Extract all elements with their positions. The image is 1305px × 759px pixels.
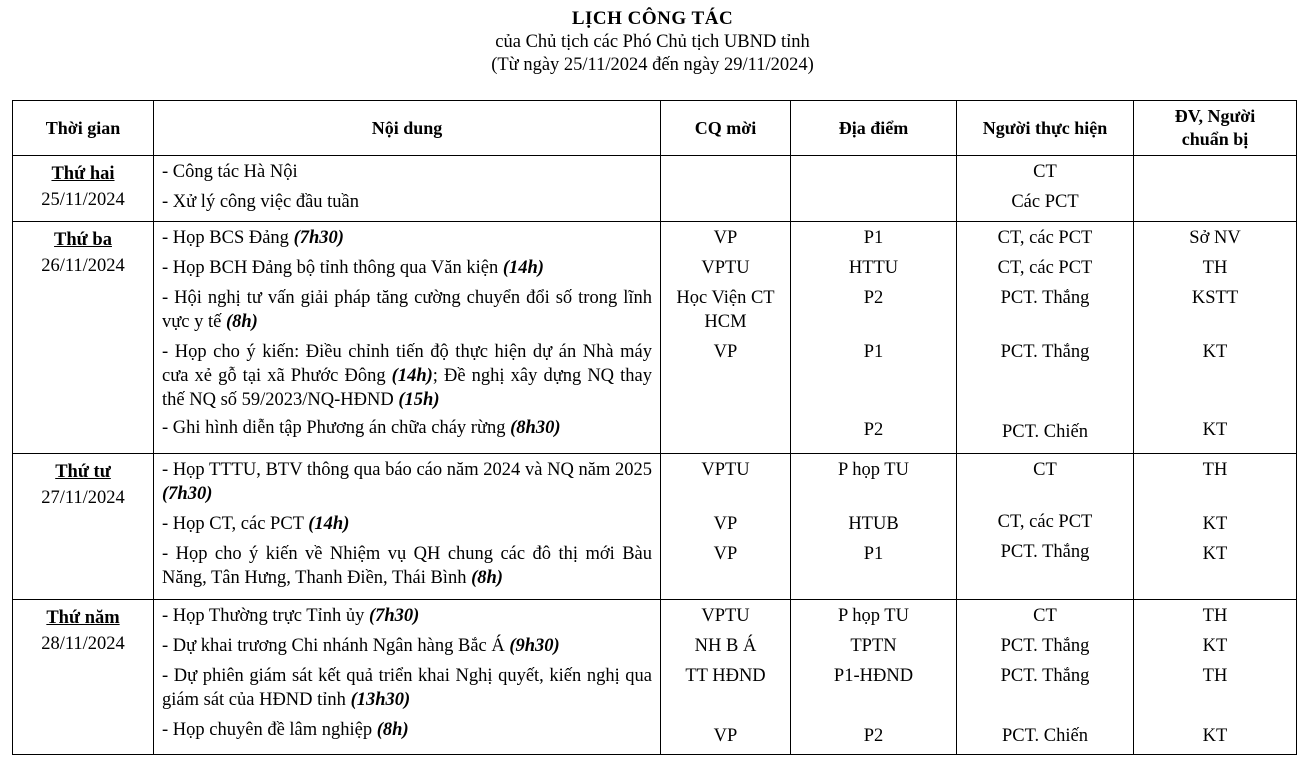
location-value: P họp TU <box>838 460 909 480</box>
performer-value: CT, các PCT <box>997 228 1093 248</box>
inviter-value: VP <box>713 342 738 362</box>
inviter-value: VP <box>713 544 738 564</box>
day-cell <box>13 454 154 600</box>
activity-time: (7h30) <box>368 606 420 626</box>
prep-value: TH <box>1202 460 1228 480</box>
activity-text: - Hội nghị tư vấn giải pháp tăng cường chuyển đổi số trong lĩnh vực y tế <box>162 288 652 332</box>
performer-value: PCT. Thắng <box>1000 636 1090 656</box>
content-cell <box>154 222 661 454</box>
date-range: (Từ ngày 25/11/2024 đến ngày 29/11/2024) <box>491 55 814 75</box>
location-value: P2 <box>863 420 884 440</box>
activity-item <box>162 416 652 440</box>
location-value: P1 <box>863 228 884 248</box>
location-value: P1 <box>863 544 884 564</box>
activity-item <box>162 340 652 412</box>
activity-text: - Họp cho ý kiến về Nhiệm vụ QH chung các đô thị mới Bàu Năng, Tân Hưng, Thanh Điền, Thái Bình <box>162 544 652 588</box>
prep-value: TH <box>1202 258 1228 278</box>
activity-item <box>162 458 652 506</box>
performer-value: CT, các PCT <box>997 258 1093 278</box>
prep-cell <box>1134 600 1297 755</box>
prep-value: Sở NV <box>1189 228 1241 248</box>
content-cell <box>154 454 661 600</box>
document-subtitle: của Chủ tịch các Phó Chủ tịch UBND tỉnh <box>495 32 810 52</box>
activity-time: (13h30) <box>350 690 411 710</box>
column-header-content: Nội dung <box>154 101 661 156</box>
table-header-row <box>13 101 1297 156</box>
activity-time: (14h) <box>308 514 350 534</box>
activity-time: (8h30) <box>510 418 561 438</box>
performer-cell <box>957 222 1134 454</box>
day-name: Thứ năm <box>46 608 120 628</box>
performer-cell <box>957 600 1134 755</box>
performer-value: PCT. Chiến <box>1002 726 1088 746</box>
column-header-location: Địa điểm <box>791 101 957 156</box>
inviter-value: Học Viện CT HCM <box>676 288 775 332</box>
day-date: 25/11/2024 <box>41 190 125 210</box>
performer-value: PCT. Thắng <box>1000 666 1090 686</box>
performer-value: PCT. Chiến <box>1002 422 1088 442</box>
day-cell <box>13 600 154 755</box>
performer-value: Các PCT <box>1011 192 1079 212</box>
column-header-inviter: CQ mời <box>661 101 791 156</box>
performer-cell <box>957 454 1134 600</box>
day-name: Thứ hai <box>51 164 115 184</box>
activity-item <box>162 542 652 590</box>
prep-cell <box>1134 156 1297 222</box>
day-name: Thứ tư <box>55 462 111 482</box>
location-cell <box>791 222 957 454</box>
activity-text: - Họp BCS Đảng <box>162 228 294 248</box>
activity-text: - Dự phiên giám sát kết quả triển khai Nghị quyết, kiến nghị qua giám sát của HĐND tỉnh <box>162 666 652 710</box>
table-row <box>13 222 1297 454</box>
activity-item <box>162 664 652 712</box>
document-header <box>0 0 1305 77</box>
location-value: HTUB <box>848 514 899 534</box>
activity-time: (14h) <box>391 366 433 386</box>
activity-item <box>162 256 652 280</box>
location-value: P2 <box>863 288 884 308</box>
column-header-prep-line1: ĐV, Người <box>1174 106 1256 126</box>
activity-item <box>162 226 652 250</box>
activity-time: (8h) <box>225 312 258 332</box>
inviter-value: VPTU <box>701 258 750 278</box>
activity-text: - Họp Thường trực Tỉnh ủy <box>162 606 369 626</box>
location-cell <box>791 156 957 222</box>
prep-value: KSTT <box>1191 288 1239 308</box>
prep-cell <box>1134 222 1297 454</box>
activity-time: (9h30) <box>509 636 560 656</box>
document-title: LỊCH CÔNG TÁC <box>571 8 734 29</box>
activity-text: - Họp cho ý kiến: Điều chỉnh tiến độ thực hiện dự án Nhà máy cưa xẻ gỗ tại xã Phước Đông <box>162 342 652 386</box>
location-value: P1-HĐND <box>833 666 914 686</box>
activity-text: - Xử lý công việc đầu tuần <box>162 192 360 212</box>
performer-value: PCT. Thắng <box>1000 342 1090 362</box>
column-header-prep-line2: chuẩn bị <box>1181 129 1249 149</box>
column-header-performer: Người thực hiện <box>957 101 1134 156</box>
performer-value: CT <box>1033 460 1057 480</box>
activity-time: (8h) <box>471 568 503 588</box>
performer-value: PCT. Thắng <box>1000 542 1090 562</box>
prep-value: TH <box>1202 666 1228 686</box>
prep-value: KT <box>1202 420 1228 440</box>
activity-text: - Dự khai trương Chi nhánh Ngân hàng Bắc Á <box>162 636 510 656</box>
activity-item <box>162 286 652 334</box>
activity-time: (7h30) <box>293 228 344 248</box>
inviter-cell <box>661 600 791 755</box>
activity-time: (14h) <box>502 258 544 278</box>
location-value: P1 <box>863 342 884 362</box>
inviter-value: VP <box>713 514 738 534</box>
location-cell <box>791 454 957 600</box>
content-cell <box>154 600 661 755</box>
inviter-value: VP <box>713 726 738 746</box>
prep-value: KT <box>1202 544 1228 564</box>
day-date: 28/11/2024 <box>41 634 125 654</box>
performer-value: PCT. Thắng <box>1000 288 1090 308</box>
activity-text: - Công tác Hà Nội <box>162 162 298 182</box>
schedule-table <box>12 100 1297 755</box>
inviter-value: VPTU <box>701 606 750 626</box>
inviter-value: VP <box>713 228 738 248</box>
activity-text: - Họp chuyên đề lâm nghiệp <box>162 720 377 740</box>
table-row <box>13 600 1297 755</box>
inviter-cell <box>661 454 791 600</box>
day-name: Thứ ba <box>54 230 112 250</box>
table-row <box>13 156 1297 222</box>
day-date: 26/11/2024 <box>41 256 125 276</box>
location-value: TPTN <box>850 636 897 656</box>
activity-item <box>162 512 652 536</box>
inviter-value: NH B Á <box>694 636 757 656</box>
inviter-cell <box>661 156 791 222</box>
activity-item <box>162 604 652 628</box>
location-value: P họp TU <box>838 606 909 626</box>
performer-value: CT, các PCT <box>997 512 1093 532</box>
performer-cell <box>957 156 1134 222</box>
location-value: P2 <box>863 726 884 746</box>
prep-value: KT <box>1202 726 1228 746</box>
prep-value: KT <box>1202 636 1228 656</box>
activity-text: - Họp TTTU, BTV thông qua báo cáo năm 2024 và NQ năm 2025 <box>162 460 652 480</box>
prep-cell <box>1134 454 1297 600</box>
column-header-prep <box>1134 101 1297 156</box>
inviter-cell <box>661 222 791 454</box>
day-date: 27/11/2024 <box>41 488 125 508</box>
inviter-value: TT HĐND <box>685 666 766 686</box>
performer-value: CT <box>1033 606 1057 626</box>
prep-value: KT <box>1202 342 1228 362</box>
activity-time: (7h30) <box>162 484 213 504</box>
activity-text: - Họp CT, các PCT <box>162 514 309 534</box>
performer-value: CT <box>1033 162 1057 182</box>
prep-value: TH <box>1202 606 1228 626</box>
activity-time: (8h) <box>376 720 409 740</box>
table-row <box>13 454 1297 600</box>
content-cell <box>154 156 661 222</box>
inviter-value: VPTU <box>701 460 750 480</box>
day-cell <box>13 222 154 454</box>
activity-item <box>162 634 652 658</box>
column-header-time: Thời gian <box>13 101 154 156</box>
activity-text: - Ghi hình diễn tập Phương án chữa cháy rừng <box>162 418 511 438</box>
day-cell <box>13 156 154 222</box>
activity-item <box>162 718 652 742</box>
activity-text: - Họp BCH Đảng bộ tỉnh thông qua Văn kiện <box>162 258 503 278</box>
location-value: HTTU <box>848 258 899 278</box>
location-cell <box>791 600 957 755</box>
activity-time: (15h) <box>398 390 440 410</box>
prep-value: KT <box>1202 514 1228 534</box>
activity-text: ; Đề nghị xây dựng NQ thay thế NQ số 59/2023/NQ-HĐND <box>162 366 652 410</box>
